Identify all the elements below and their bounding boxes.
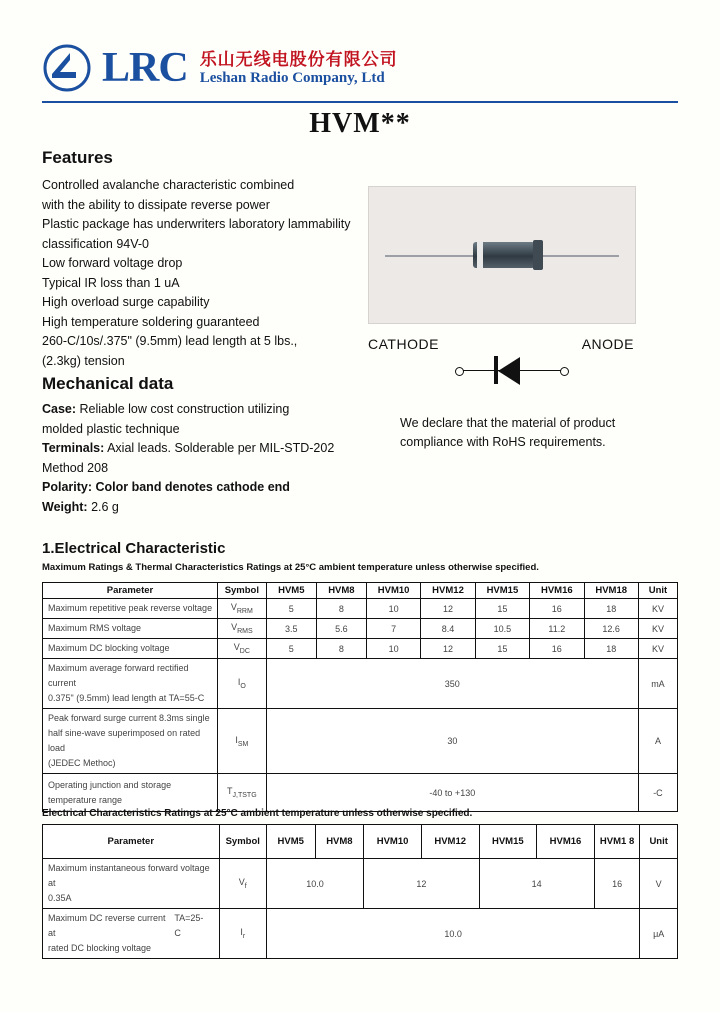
mech-line (42, 420, 372, 440)
col-parameter: Parameter (43, 825, 220, 859)
col-hvm16: HVM16 (530, 583, 584, 599)
cell-symbol: $V_{RRM}$ (217, 599, 266, 619)
cell-value-span: 350 (266, 659, 638, 709)
cell-value: 10 (366, 599, 420, 619)
col-hvm8: HVM8 (315, 825, 364, 859)
cell-value: 5.6 (316, 619, 366, 639)
cell-value: 16 (530, 599, 584, 619)
col-hvm8: HVM8 (316, 583, 366, 599)
mech-line (42, 439, 372, 459)
electrical-characteristics-note: Electrical Characteristics Ratings at 25°C ambient temperature unless otherwise specified. (42, 808, 473, 819)
col-parameter: Parameter (43, 583, 218, 599)
symbol-anode-triangle (498, 357, 520, 385)
cell-parameter-condition: TA=25-C (174, 913, 204, 938)
mech-label: Weight: (42, 499, 88, 514)
table-header-row (43, 825, 678, 859)
cell-value: 12.6 (584, 619, 638, 639)
mech-text: molded plastic technique (42, 421, 180, 436)
logo-text: LRC (102, 45, 188, 91)
feature-item: High temperature soldering guaranteed (42, 314, 260, 329)
feature-item: classification 94V-0 (42, 236, 150, 251)
symbol-terminal-cathode (455, 367, 464, 376)
col-hvm16: HVM16 (537, 825, 595, 859)
photo-lead-left (385, 255, 477, 257)
feature-item: Low forward voltage drop (42, 256, 183, 270)
max-ratings-table (42, 582, 678, 812)
cell-value: 5 (266, 599, 316, 619)
ratings-note: Maximum Ratings & Thermal Characteristics Ratings at 25°C ambient temperature unless otherwise specified. (42, 562, 539, 573)
company-name-cn: 乐山无线电股份有限公司 (199, 50, 398, 70)
mechanical-heading: Mechanical data (42, 374, 174, 393)
table-row (43, 639, 678, 659)
feature-item: Typical IR loss than 1 uA (42, 275, 180, 290)
cell-value: 12 (364, 859, 479, 909)
cell-value-span: 10.0 (266, 909, 639, 959)
cell-value: 7 (366, 619, 420, 639)
diode-symbol-icon (368, 352, 634, 388)
cell-value: 18 (584, 639, 638, 659)
cell-symbol: $V_{RMS}$ (217, 619, 266, 639)
mech-label: Terminals: (42, 441, 105, 455)
col-hvm18: HVM18 (584, 583, 638, 599)
col-hvm18: HVM1 8 (594, 825, 640, 859)
cell-symbol: $T_{J,TSTG}$ (217, 774, 266, 812)
cell-parameter: Peak forward surge current 8.3ms single half sine-wave superimposed on rated load (JEDEC Methoc) (43, 709, 218, 774)
cell-value: 16 (530, 639, 584, 659)
cell-value-span: -40 to +130 (266, 774, 638, 812)
feature-item: (2.3kg) tension (42, 353, 125, 368)
col-hvm15: HVM15 (475, 583, 529, 599)
lrc-logo-icon (42, 44, 98, 92)
photo-cathode-band (477, 242, 483, 268)
table-row (43, 859, 678, 909)
mech-text: 2.6 g (87, 499, 119, 514)
mechanical-list (42, 400, 372, 517)
mech-text: Reliable low cost construction utilizing (76, 402, 290, 416)
anode-label: ANODE (581, 336, 634, 352)
rohs-line-1: We declare that the material of product (400, 416, 616, 430)
col-unit: Unit (640, 825, 678, 859)
electrical-characteristics-table (42, 824, 678, 959)
col-symbol: Symbol (217, 583, 266, 599)
cell-value: 10.5 (475, 619, 529, 639)
table-row (43, 619, 678, 639)
cell-value: 8 (316, 599, 366, 619)
cell-value: 8 (316, 639, 366, 659)
feature-item: with the ability to dissipate reverse power (42, 197, 270, 212)
col-hvm5: HVM5 (266, 825, 315, 859)
symbol-terminal-anode (560, 367, 569, 376)
company-name-en: Leshan Radio Company, Ltd (199, 70, 385, 87)
mech-label: Polarity: Color band denotes cathode end (42, 480, 290, 494)
rohs-statement (400, 414, 650, 452)
cell-symbol: $V_{DC}$ (217, 639, 266, 659)
cell-value: 10 (366, 639, 420, 659)
mech-line (42, 498, 372, 518)
rohs-line-2: compliance with RoHS requirements. (400, 435, 606, 449)
cell-value: 11.2 (530, 619, 584, 639)
cell-parameter: Maximum average forward rectified current 0.375" (9.5mm) lead length at TA=55-C (43, 659, 218, 709)
cell-parameter: Maximum instantaneous forward voltage at 0.35A (43, 859, 220, 909)
cell-value: 15 (475, 599, 529, 619)
cell-value: 16 (594, 859, 640, 909)
cathode-label: CATHODE (368, 336, 439, 352)
col-unit: Unit (638, 583, 677, 599)
cell-value: 3.5 (266, 619, 316, 639)
cell-symbol: $V_f$ (219, 859, 266, 909)
feature-item: High overload surge capability (42, 295, 210, 309)
photo-diode-cap (533, 240, 543, 270)
col-hvm5: HVM5 (266, 583, 316, 599)
cell-value-span: 30 (266, 709, 638, 774)
cell-symbol: $I_r$ (219, 909, 266, 959)
col-hvm10: HVM10 (366, 583, 420, 599)
col-hvm10: HVM10 (364, 825, 422, 859)
cell-unit: mA (638, 659, 677, 709)
cell-symbol: $I_{SM}$ (217, 709, 266, 774)
table-row (43, 909, 678, 959)
cell-value: 14 (479, 859, 594, 909)
cell-value: 12 (421, 639, 475, 659)
feature-item: 260-C/10s/.375" (9.5mm) lead length at 5 lbs., (42, 334, 298, 348)
symbol-labels (368, 336, 634, 352)
mech-text: Method 208 (42, 460, 109, 475)
mech-text: Axial leads. Solderable per MIL-STD-202 (104, 441, 335, 455)
table-row (43, 709, 678, 774)
cell-unit: KV (638, 599, 677, 619)
cell-symbol: $I_O$ (217, 659, 266, 709)
mech-line (42, 400, 372, 420)
cell-parameter: Maximum DC reverse current at TA=25-C rated DC blocking voltage (43, 909, 220, 959)
section-heading-electrical: 1.Electrical Characteristic (42, 540, 226, 557)
mech-label: Case: (42, 402, 77, 416)
cell-unit: KV (638, 619, 677, 639)
cell-parameter: Maximum DC blocking voltage (43, 639, 218, 659)
col-hvm15: HVM15 (479, 825, 537, 859)
company-header (42, 40, 678, 102)
header-divider (42, 101, 678, 103)
cell-unit: μA (640, 909, 678, 959)
cell-value: 8.4 (421, 619, 475, 639)
features-list (42, 176, 362, 371)
table-row (43, 774, 678, 812)
table-header-row (43, 583, 678, 599)
cell-parameter: Maximum repetitive peak reverse voltage (43, 599, 218, 619)
page-footer (0, 998, 720, 1012)
cell-value: 5 (266, 639, 316, 659)
features-heading: Features (42, 148, 113, 167)
product-photo (368, 186, 636, 324)
feature-item: Controlled avalanche characteristic combined (42, 178, 295, 192)
feature-item: Plastic package has underwriters laboratory lammability (42, 217, 351, 231)
cell-value: 15 (475, 639, 529, 659)
col-symbol: Symbol (219, 825, 266, 859)
cell-unit: -C (638, 774, 677, 812)
cell-parameter: Maximum RMS voltage (43, 619, 218, 639)
cell-unit: A (638, 709, 677, 774)
cell-parameter: Operating junction and storage temperature range (43, 774, 218, 812)
col-hvm12: HVM12 (421, 583, 475, 599)
mech-line (42, 478, 372, 498)
cell-value: 12 (421, 599, 475, 619)
cell-value: 18 (584, 599, 638, 619)
cell-unit: KV (638, 639, 677, 659)
col-hvm12: HVM12 (421, 825, 479, 859)
table-row (43, 599, 678, 619)
cell-unit: V (640, 859, 678, 909)
page-title: HVM** (309, 108, 411, 139)
mech-line (42, 459, 372, 479)
table-row (43, 659, 678, 709)
cell-value: 10.0 (266, 859, 363, 909)
